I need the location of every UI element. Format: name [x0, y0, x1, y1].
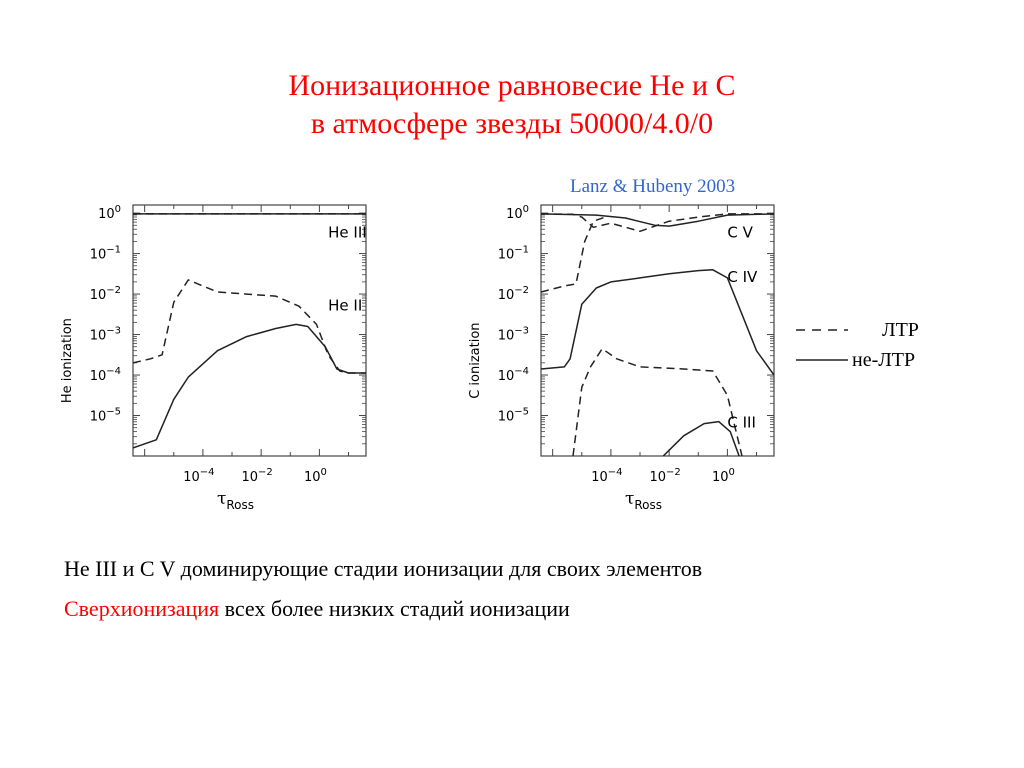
caption-line1: He III и C V доминирующие стадии ионизации для своих элементов	[64, 556, 703, 581]
y-tick-exponent: −5	[514, 406, 529, 418]
y-tick-label	[498, 285, 529, 303]
series-line-3	[133, 324, 366, 448]
x-axis-label-sub: Ross	[226, 498, 255, 512]
x-tick-exponent: −2	[258, 467, 273, 478]
x-tick-base: 10	[711, 470, 729, 485]
legend	[790, 318, 950, 378]
x-tick-exponent: 0	[728, 467, 735, 478]
slide-title-line2: в атмосфере звезды 50000/4.0/0	[310, 107, 714, 140]
y-tick-exponent: −4	[514, 366, 529, 378]
x-axis-label-sub: Ross	[634, 498, 663, 512]
x-axis-label-main: τ	[624, 489, 635, 509]
legend-ltr	[790, 318, 950, 342]
x-tick-label	[712, 467, 735, 485]
x-tick-base: 10	[241, 470, 259, 485]
y-tick-base: 10	[497, 247, 515, 263]
y-tick-exponent: −2	[106, 285, 121, 297]
legend-nonltr	[790, 348, 950, 372]
y-tick-base: 10	[497, 409, 515, 425]
x-tick-exponent: −2	[666, 467, 681, 478]
x-tick-base: 10	[303, 470, 321, 485]
y-tick-label	[90, 407, 121, 425]
x-axis-label	[625, 489, 662, 512]
y-tick-base: 10	[89, 369, 107, 385]
y-tick-exponent: −4	[106, 366, 121, 378]
series-line-4	[573, 349, 742, 456]
c-ionization-chart	[458, 195, 788, 520]
series-group	[133, 214, 366, 448]
x-tick-label	[183, 467, 214, 485]
curve-label-0: He III	[328, 223, 367, 242]
y-tick-label	[506, 204, 529, 222]
caption-rest: всех более низких стадий ионизации	[219, 596, 570, 621]
x-tick-exponent: −4	[199, 467, 215, 478]
y-tick-label	[498, 407, 529, 425]
legend-ltr-label: ЛТР	[882, 319, 919, 341]
y-tick-base: 10	[497, 288, 515, 304]
y-tick-label	[90, 366, 121, 384]
x-tick-label	[242, 467, 273, 485]
x-tick-label	[591, 467, 622, 485]
y-tick-label	[498, 366, 529, 384]
x-tick-label	[304, 467, 327, 485]
y-tick-label	[90, 245, 121, 263]
y-tick-exponent: −1	[106, 244, 121, 256]
y-tick-exponent: −1	[514, 244, 529, 256]
y-tick-base: 10	[506, 207, 523, 223]
y-tick-base: 10	[98, 207, 115, 223]
curve-label-2: C III	[727, 413, 756, 432]
y-tick-label	[498, 326, 529, 344]
x-tick-label	[650, 467, 681, 485]
y-tick-exponent: 0	[114, 204, 121, 216]
y-tick-label	[90, 285, 121, 303]
he-ionization-chart	[50, 195, 380, 520]
y-tick-base: 10	[497, 369, 515, 385]
x-tick-base: 10	[183, 470, 200, 485]
y-tick-exponent: 0	[522, 204, 529, 216]
y-tick-base: 10	[497, 328, 515, 344]
y-tick-exponent: −5	[106, 406, 121, 418]
solid-line-icon	[790, 348, 850, 372]
y-tick-base: 10	[89, 409, 107, 425]
slide-title-line1: Ионизационное равновесие He и C	[288, 69, 736, 102]
series-line-2	[541, 217, 605, 292]
y-tick-label	[98, 204, 121, 222]
y-tick-exponent: −3	[514, 325, 529, 337]
x-tick-exponent: 0	[320, 467, 327, 478]
y-tick-exponent: −2	[514, 285, 529, 297]
dashed-line-icon	[790, 318, 850, 342]
y-tick-base: 10	[89, 247, 107, 263]
x-axis-label-main: τ	[216, 489, 227, 509]
x-tick-exponent: −4	[607, 467, 623, 478]
x-axis-label	[217, 489, 254, 512]
y-tick-exponent: −3	[106, 325, 121, 337]
y-axis-label: He ionization	[60, 318, 75, 404]
x-tick-base: 10	[591, 470, 608, 485]
caption-highlight: Сверхионизация	[64, 596, 220, 621]
y-tick-label	[90, 326, 121, 344]
legend-nonltr-label: не-ЛТР	[852, 349, 916, 371]
caption-line2	[64, 596, 570, 622]
reference-credit: Lanz & Hubeny 2003	[570, 176, 736, 197]
curve-label-1: He II	[328, 296, 363, 315]
y-axis-label: C ionization	[468, 322, 483, 399]
y-tick-base: 10	[89, 328, 107, 344]
curve-label-1: C IV	[727, 267, 758, 286]
x-tick-base: 10	[649, 470, 667, 485]
y-tick-label	[498, 245, 529, 263]
y-tick-base: 10	[89, 288, 107, 304]
curve-label-0: C V	[727, 223, 753, 242]
